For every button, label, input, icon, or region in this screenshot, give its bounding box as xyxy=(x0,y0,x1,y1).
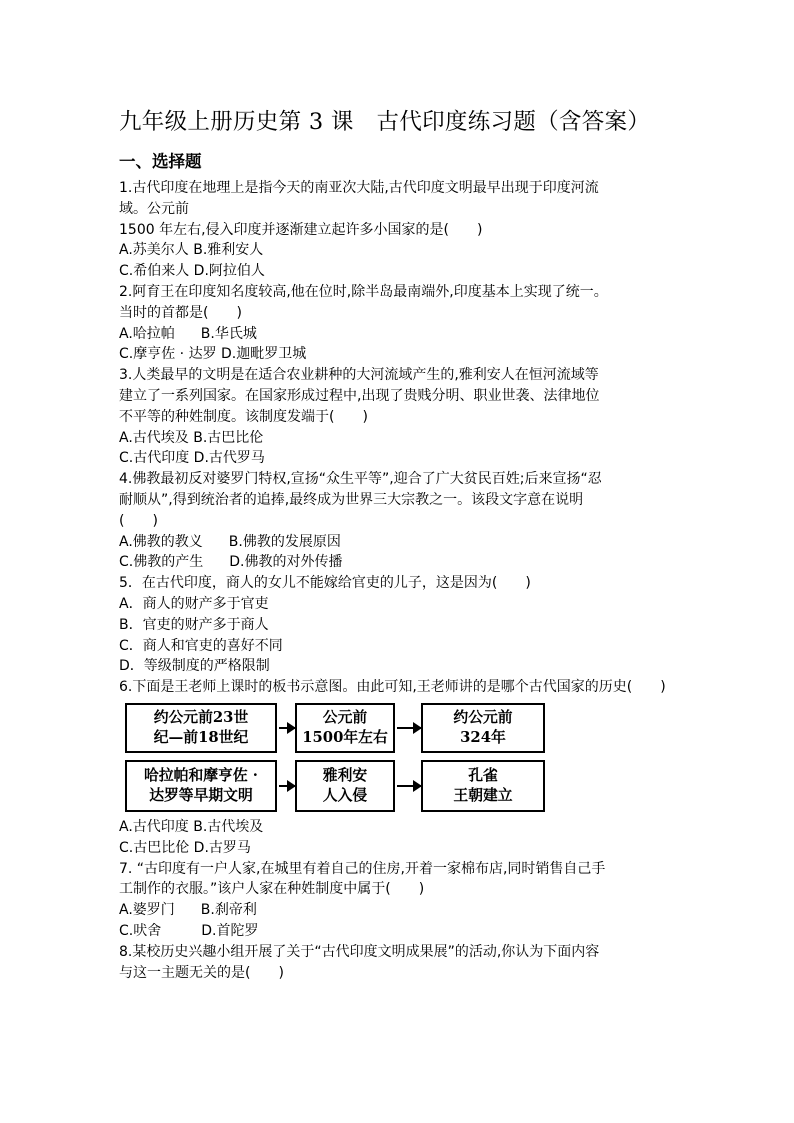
q2-options-cd: C.摩亨佐 · 达罗 D.迦毗罗卫城 xyxy=(119,346,307,363)
q4-option-c: C.佛教的产生 xyxy=(119,554,204,571)
q8-stem-line-1: 8.某校历史兴趣小组开展了关于“古代印度文明成果展”的活动,你认为下面内容 xyxy=(119,943,600,960)
q7-options-ab xyxy=(119,900,679,921)
flow-box-maurya-dynasty xyxy=(421,760,545,812)
q2-stem-line-1: 2.阿育王在印度知名度较高,他在位时,除半岛最南端外,印度基本上实现了统一。 xyxy=(119,283,608,300)
section-heading: 一、选择题 xyxy=(119,152,202,171)
q4-stem-line-2: 耐顺从”,得到统治者的追捧,最终成为世界三大宗教之一。该段文字意在说明 xyxy=(119,491,584,508)
flow-text: 约公元前23世 xyxy=(153,708,249,726)
flow-box-aryan-invasion xyxy=(295,760,395,812)
flow-box-early-date xyxy=(125,703,277,753)
q7-stem-line-2: 工制作的衣服。”该户人家在种姓制度中属于( ) xyxy=(119,881,425,898)
flow-text: 324年 xyxy=(460,728,506,746)
q6-options-cd: C.古巴比伦 D.古罗马 xyxy=(119,839,251,856)
q1-stem-line-3: 1500 年左右,侵入印度并逐渐建立起许多小国家的是( ) xyxy=(119,221,483,238)
flow-text: 1500年左右 xyxy=(302,728,388,746)
q3-stem-line-1: 3.人类最早的文明是在适合农业耕种的大河流域产生的,雅利安人在恒河流域等 xyxy=(119,367,599,384)
q4-option-b: B.佛教的发展原因 xyxy=(228,533,341,550)
q4-stem-line-1: 4.佛教最初反对婆罗门特权,宣扬“众生平等”,迎合了广大贫民百姓;后来宣扬“忍 xyxy=(119,471,602,488)
flow-box-aryan-date xyxy=(295,703,395,753)
q7-option-a: A.婆罗门 xyxy=(119,902,175,919)
q2-option-a: A.哈拉帕 xyxy=(119,325,175,342)
flow-box-early-civilization xyxy=(125,760,277,812)
q2-options-ab xyxy=(119,324,679,345)
q7-stem-line-1: 7. “古印度有一户人家,在城里有着自己的住房,开着一家棉布店,同时销售自己手 xyxy=(119,860,606,877)
q5-option-c: C．商人和官吏的喜好不同 xyxy=(119,637,283,654)
q5-stem: 5．在古代印度，商人的女儿不能嫁给官吏的儿子，这是因为( ) xyxy=(119,575,531,592)
blackboard-flowchart xyxy=(125,703,545,813)
flow-arrow xyxy=(279,785,295,787)
question-list xyxy=(119,178,679,983)
q3-options-cd: C.古代印度 D.古代罗马 xyxy=(119,450,265,467)
flow-box-maurya-date xyxy=(421,703,545,753)
flow-text: 哈拉帕和摩亨佐 · xyxy=(144,766,258,784)
q4-options-ab xyxy=(119,532,679,553)
flow-arrow xyxy=(397,785,421,787)
q4-options-cd xyxy=(119,552,679,573)
flow-text: 人入侵 xyxy=(322,786,368,804)
q4-option-d: D.佛教的对外传播 xyxy=(229,554,343,571)
document-title: 九年级上册历史第 3 课 古代印度练习题（含答案） xyxy=(119,109,651,135)
q5-option-d: D．等级制度的严格限制 xyxy=(119,658,270,675)
q7-option-c: C.吠舍 xyxy=(119,922,162,939)
flow-text: 王朝建立 xyxy=(453,786,513,804)
q1-options-cd: C.希伯来人 D.阿拉伯人 xyxy=(119,263,265,280)
q2-option-b: B.华氏城 xyxy=(200,325,257,342)
q3-stem-line-3: 不平等的种姓制度。该制度发端于( ) xyxy=(119,408,368,425)
q7-option-b: B.刹帝利 xyxy=(200,902,257,919)
flow-arrow xyxy=(397,727,421,729)
q1-options-ab: A.苏美尔人 B.雅利安人 xyxy=(119,242,264,259)
flow-text: 孔雀 xyxy=(468,766,498,784)
q7-option-d: D.首陀罗 xyxy=(201,922,259,939)
flow-text: 纪—前18世纪 xyxy=(153,728,249,746)
q5-option-b: B．官吏的财产多于商人 xyxy=(119,616,269,633)
q7-options-cd xyxy=(119,921,679,942)
q4-stem-line-3: ( ) xyxy=(119,512,158,529)
q1-stem-line-1: 1.古代印度在地理上是指今天的南亚次大陆,古代印度文明最早出现于印度河流 xyxy=(119,180,599,196)
q3-stem-line-2: 建立了一系列国家。在国家形成过程中,出现了贵贱分明、职业世袭、法律地位 xyxy=(119,387,600,404)
q1-stem-line-2: 域。公元前 xyxy=(119,200,189,217)
flow-arrow xyxy=(279,727,295,729)
flow-text: 雅利安 xyxy=(322,766,368,784)
flow-text: 约公元前 xyxy=(453,708,513,726)
flow-text: 达罗等早期文明 xyxy=(149,786,253,804)
q8-stem-line-2: 与这一主题无关的是( ) xyxy=(119,964,284,981)
q6-options-ab: A.古代印度 B.古代埃及 xyxy=(119,818,264,835)
q3-options-ab: A.古代埃及 B.古巴比伦 xyxy=(119,429,264,446)
q4-option-a: A.佛教的教义 xyxy=(119,533,203,550)
q5-option-a: A．商人的财产多于官吏 xyxy=(119,595,269,612)
flow-text: 公元前 xyxy=(322,708,368,726)
q6-stem: 6.下面是王老师上课时的板书示意图。由此可知,王老师讲的是哪个古代国家的历史( ) xyxy=(119,679,666,696)
q2-stem-line-2: 当时的首都是( ) xyxy=(119,304,242,321)
